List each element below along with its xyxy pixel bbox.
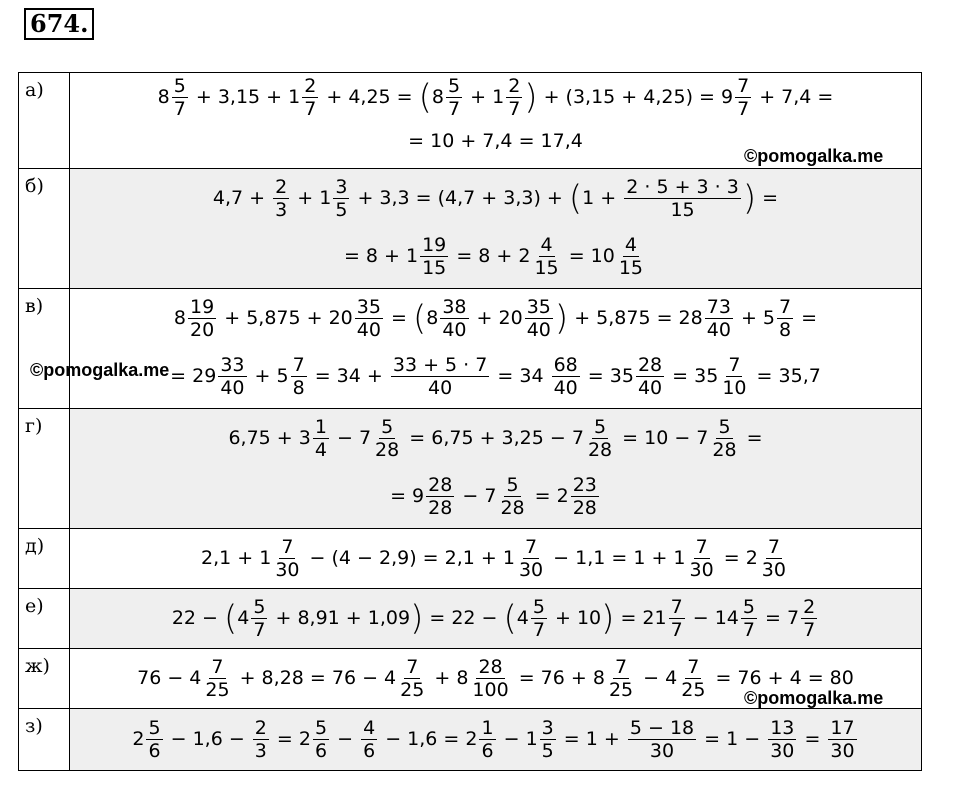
equation-cell: 2 $\frac{5}{6}$ − 1,6 − $\frac{2}{3}$ = 2 $\frac{5}{6}$ − $\frac{4}{6}$ − 1,6 = 2 $\frac{1}{6}$ − 1 $\frac{3}{5}$ = 1 + $\frac{5 - 18}{30}$ = 1 − $\frac{13}{30}$ = $\frac{17}{30}$ xyxy=(70,709,922,771)
equation-cell: 4,7 + $\frac{2}{3}$ + 1 $\frac{3}{5}$ + 3,3 = (4,7 + 3,3) + (1 + $\frac{2 \cdot 5 + 3 \cdot 3}{15}$ ) = = 8 + 1 $\frac{19}{15}$ = 8 + 2 $\frac{4}{15}$ = 10 $\frac{4}{15}$ xyxy=(70,169,922,289)
watermark: ©pomogalka.me xyxy=(744,146,884,166)
table-row xyxy=(19,529,922,589)
equation-cell: 76 − 4 $\frac{7}{25}$ + 8,28 = 76 − 4 $\frac{7}{25}$ + 8 $\frac{28}{100}$ = 76 + 8 $\frac{7}{25}$ − 4 $\frac{7}{25}$ = 76 + 4 = 80 xyxy=(70,649,922,709)
equation-cell: 2,1 + 1 $\frac{7}{30}$ − (4 − 2,9) = 2,1 + 1 $\frac{7}{30}$ − 1,1 = 1 + 1 $\frac{7}{30}$ = 2 $\frac{7}{30}$ xyxy=(70,529,922,589)
table-row xyxy=(19,709,922,771)
row-label: ж) xyxy=(19,649,70,709)
table-row xyxy=(19,289,922,409)
row-label: г) xyxy=(19,409,70,529)
table-row xyxy=(19,409,922,529)
table-row xyxy=(19,169,922,289)
row-label: а) xyxy=(19,73,70,169)
row-label: з) xyxy=(19,709,70,771)
row-label: б) xyxy=(19,169,70,289)
watermark: ©pomogalka.me xyxy=(30,360,170,380)
row-label: д) xyxy=(19,529,70,589)
solutions-table xyxy=(18,72,922,771)
table-row xyxy=(19,589,922,649)
equation-cell: 8 $\frac{19}{20}$ + 5,875 + 20 $\frac{35}{40}$ = (8 $\frac{38}{40}$ + 20 $\frac{35}{40}$ ) + 5,875 = 28 $\frac{73}{40}$ + 5 $\frac{7}{8}$ = = 29 $\frac{33}{40}$ + 5 $\frac{7}{8}$ = 34 + $\frac{33 + 5 \cdot 7}{40}$ = 34 $\frac{68}{40}$ = 35 $\frac{28}{40}$ = 35 $\frac{7}{10}$ = 35,7 xyxy=(70,289,922,409)
equation-cell: 6,75 + 3 $\frac{1}{4}$ − 7 $\frac{5}{28}$ = 6,75 + 3,25 − 7 $\frac{5}{28}$ = 10 − 7 $\frac{5}{28}$ = = 9 $\frac{28}{28}$ − 7 $\frac{5}{28}$ = 2 $\frac{23}{28}$ xyxy=(70,409,922,529)
watermark: ©pomogalka.me xyxy=(744,688,884,708)
equation-cell: 22 − (4 $\frac{5}{7}$ + 8,91 + 1,09) = 22 − (4 $\frac{5}{7}$ + 10) = 21 $\frac{7}{7}$ − 14 $\frac{5}{7}$ = 7 $\frac{2}{7}$ xyxy=(70,589,922,649)
equation-cell: 8 $\frac{5}{7}$ + 3,15 + 1 $\frac{2}{7}$ + 4,25 = (8 $\frac{5}{7}$ + 1 $\frac{2}{7}$ ) + (3,15 + 4,25) = 9 $\frac{7}{7}$ + 7,4 = = 10 + 7,4 = 17,4 xyxy=(70,73,922,169)
problem-number: 674. xyxy=(24,8,94,40)
row-label: в) xyxy=(19,289,70,409)
row-label: е) xyxy=(19,589,70,649)
